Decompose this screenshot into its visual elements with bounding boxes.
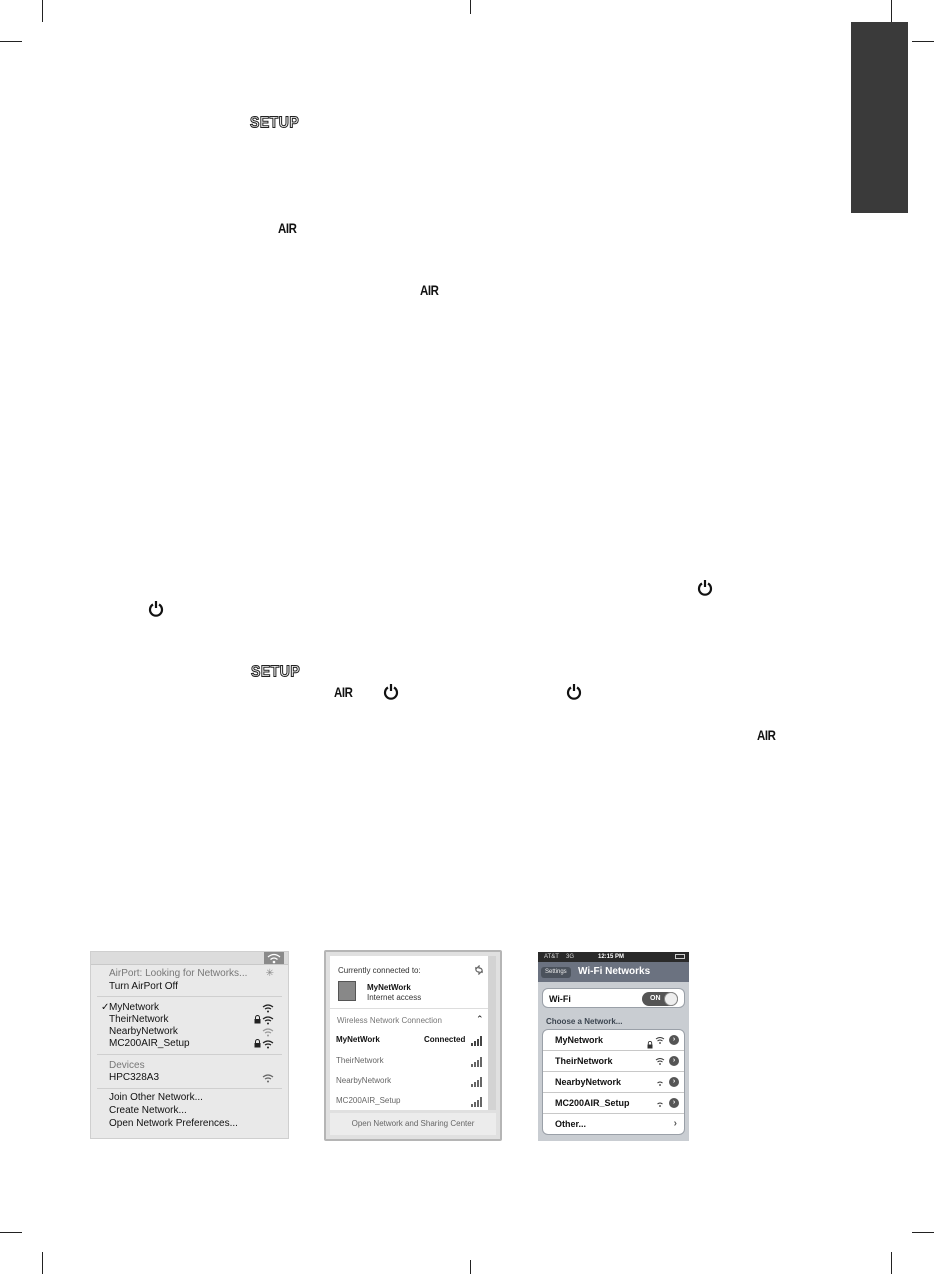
crop-mark [0,41,22,42]
lock-icon [254,1039,261,1052]
mac-airport-menu [90,951,289,1139]
network-cell[interactable]: NearbyNetwork › [543,1072,684,1092]
nav-bar [538,962,689,982]
signal-bars-icon [471,1096,484,1107]
network-row[interactable]: MyNetWork Connected [336,1034,486,1046]
wifi-toggle-cell: Wi-Fi ON [543,989,684,1009]
clock: 12:15 PM [598,954,625,960]
wifi-switch[interactable]: ON [642,992,678,1006]
network-row[interactable]: TheirNetwork [336,1055,486,1067]
wifi-icon [655,1036,665,1044]
detail-disclosure-icon[interactable]: › [669,1056,679,1066]
other-network-cell[interactable]: Other... › [543,1114,684,1134]
detail-disclosure-icon[interactable]: › [669,1035,679,1045]
divider [330,1008,490,1009]
network-cell[interactable]: MyNetwork › [543,1030,684,1050]
wifi-icon [655,1057,665,1065]
wifi-icon [262,1039,274,1049]
menu-divider [97,1088,282,1089]
air-glyph: AIR [420,282,439,298]
network-list [542,1029,685,1135]
battery-icon [675,954,685,959]
carrier-label: AT&T [544,954,559,960]
switch-knob [664,992,678,1006]
power-icon [148,600,164,618]
wifi-icon [262,1073,274,1083]
crop-mark [470,0,471,14]
air-glyph: AIR [757,727,776,743]
power-icon [383,683,399,701]
power-icon [697,579,713,597]
scrollbar[interactable] [488,956,496,1110]
menu-network-item[interactable]: ✓ MyNetwork [91,1002,288,1014]
crop-mark [42,1252,43,1274]
wifi-icon [262,1003,274,1013]
airport-menu-icon[interactable] [264,952,284,964]
wifi-icon [262,1027,274,1037]
menu-divider [97,996,282,997]
wifi-toggle-group [542,988,685,1008]
check-icon: ✓ [101,1002,110,1013]
spinner-icon: ✳ [265,968,274,979]
menu-bar [91,952,288,965]
crop-mark [0,1232,22,1233]
crop-mark [891,1252,892,1274]
air-glyph: AIR [278,220,297,236]
flyout-content [330,956,490,1110]
menu-device-item[interactable]: HPC328A3 [91,1072,288,1084]
detail-disclosure-icon[interactable]: › [669,1077,679,1087]
language-tab [851,22,908,213]
detail-disclosure-icon[interactable]: › [669,1098,679,1108]
nav-title: Wi-Fi Networks [578,966,651,977]
signal-bars-icon [471,1076,484,1087]
air-glyph: AIR [334,684,353,700]
crop-mark [912,41,934,42]
connected-network-status: Internet access [367,993,422,1002]
collapse-chevron-icon[interactable]: ⌃ [476,1014,484,1024]
status-bar [538,952,689,962]
chevron-right-icon: › [673,1118,677,1129]
open-network-preferences-item[interactable]: Open Network Preferences... [109,1118,238,1129]
menu-network-item[interactable]: MC200AIR_Setup [91,1038,288,1050]
choose-network-label: Choose a Network... [546,1017,623,1026]
turn-airport-off-item[interactable]: Turn AirPort Off [109,981,178,992]
crop-mark [42,0,43,22]
join-other-network-item[interactable]: Join Other Network... [109,1092,203,1103]
network-computer-icon [338,981,356,1001]
network-type-label: 3G [566,954,575,960]
network-cell[interactable]: MC200AIR_Setup › [543,1093,684,1113]
refresh-icon[interactable] [474,965,484,975]
wifi-icon [262,1015,274,1025]
airport-status: AirPort: Looking for Networks... ✳ [109,968,274,979]
network-cell[interactable]: TheirNetwork › [543,1051,684,1071]
section-title: Wireless Network Connection [337,1016,442,1025]
menu-divider [97,1054,282,1055]
setup-glyph: SETUP [251,662,301,680]
power-icon [566,683,582,701]
menu-network-item[interactable]: NearbyNetwork [91,1026,288,1038]
connected-network-name: MyNetWork [367,983,411,992]
crop-mark [470,1260,471,1274]
network-row[interactable]: NearbyNetwork [336,1075,486,1087]
network-row[interactable]: MC200AIR_Setup [336,1095,486,1107]
crop-mark [912,1232,934,1233]
create-network-item[interactable]: Create Network... [109,1105,187,1116]
crop-mark [891,0,892,22]
setup-glyph: SETUP [250,113,300,131]
iphone-wifi-screen [538,952,689,1141]
devices-header: Devices [109,1060,145,1071]
menu-network-item[interactable]: TheirNetwork [91,1014,288,1026]
open-network-sharing-center-link[interactable]: Open Network and Sharing Center [330,1113,496,1135]
signal-bars-icon [471,1056,484,1067]
wifi-icon [655,1099,665,1107]
windows-network-flyout [324,950,502,1141]
wifi-icon [655,1078,665,1086]
settings-back-button[interactable]: Settings [541,967,571,978]
signal-bars-icon [471,1035,484,1046]
currently-connected-label: Currently connected to: [338,966,421,975]
